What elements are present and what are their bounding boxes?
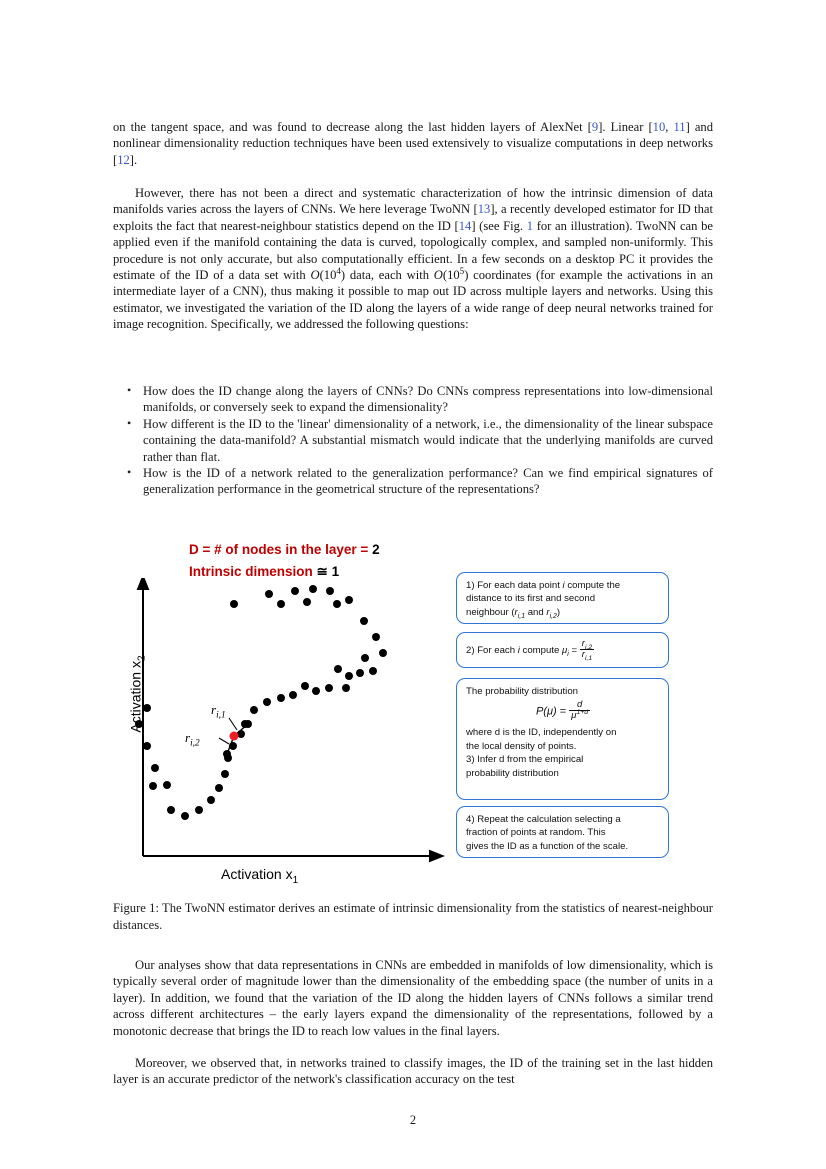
math-O-2: O	[433, 268, 443, 283]
r-i-1-label	[211, 702, 226, 721]
data-point	[379, 649, 387, 657]
question-text: How does the ID change along the layers of CNNs? Do CNNs compress representations into low-dimensional manifolds, or conversely seek to expand the dimensionality?	[143, 384, 713, 415]
c2-frac-den	[580, 649, 594, 660]
y-axis-label-sub: 2	[136, 655, 148, 662]
neighbour-point	[244, 720, 252, 728]
callout-4-line-3: gives the ID as a function of the scale.	[466, 840, 629, 852]
data-point	[325, 684, 333, 692]
c1-e: )	[556, 606, 561, 618]
callout-4-line-2: fraction of points at random. This	[466, 827, 606, 839]
r1-leader	[229, 718, 237, 730]
figure-ref-1[interactable]: 1	[526, 218, 534, 233]
data-point	[291, 587, 299, 595]
citation-11[interactable]: 11	[673, 120, 686, 134]
data-point	[361, 654, 369, 662]
x-axis-label-sub: 1	[292, 874, 299, 886]
data-point	[221, 770, 229, 778]
c2-den-r: r	[581, 648, 585, 660]
math-O-1: O	[310, 268, 320, 283]
callout-3-line-2: where d is the ID, independently on	[466, 727, 617, 739]
r1-sub: i,1	[216, 710, 226, 721]
data-point	[229, 742, 237, 750]
c3-lhs: P(μ)	[535, 705, 557, 718]
y-axis-label	[127, 655, 148, 733]
c1-a: 1) For each data point	[466, 580, 563, 591]
figure-title-2-red: Intrinsic dimension	[189, 564, 317, 579]
data-point	[265, 590, 273, 598]
question-text: How different is the ID to the 'linear' dimensionality of a network, i.e., the dimensionality of the linear subspace containing the data-manifold? A substantial mismatch would indicate that the underlying manifolds are curved rather than flat.	[143, 416, 713, 464]
callout-3-line-1: The probability distribution	[466, 686, 578, 697]
figure-title-line-1	[189, 542, 380, 557]
c2-equals: =	[571, 644, 578, 656]
data-point	[230, 600, 238, 608]
c2-num-r: r	[581, 637, 585, 649]
callout-3-line-5: probability distribution	[466, 767, 559, 779]
paragraph-3-text: Our analyses show that data representations in CNNs are embedded in manifolds of low dimensionality, which is typically several order of magnitude lower than the dimensionality of the embedding space (the number of units in a layer). In addition, we found that the variation of the ID along the hidden layers of CNNs follows a similar trend across different architectures – the early layers expand the dimensionality of the representations, followed by a monotonic decrease that brings the ID to reach low values in the final layers.	[113, 958, 713, 1038]
c2-den-sub: i,1	[584, 654, 593, 662]
data-point	[289, 691, 297, 699]
data-point	[143, 742, 151, 750]
r2-main: r	[185, 730, 191, 745]
figure-title-1-red: D = # of nodes in the layer =	[189, 542, 373, 557]
c1-d: and	[525, 606, 547, 618]
c1-c: neighbour (	[466, 606, 515, 618]
c3-num: d	[576, 699, 583, 711]
data-point	[345, 596, 353, 604]
data-point	[163, 781, 171, 789]
c1-r2-sub: i,2	[549, 612, 557, 620]
math-close-2: )	[464, 268, 469, 283]
citation-12[interactable]: 12	[117, 152, 130, 167]
data-point	[372, 633, 380, 641]
callout-1-line-2: distance to its first and second	[466, 593, 596, 605]
math-exp-2: 5	[459, 265, 465, 276]
data-point	[334, 665, 342, 673]
math-close-1: )	[340, 268, 346, 283]
data-point	[263, 698, 271, 706]
paragraph-3	[113, 957, 713, 1039]
p2-text-d: for an illustration). TwoNN can be applied even if the manifold containing the data is curved, topologically complex, and sampled non-uniformly. This procedure is not only accurate, but also computationally efficient. In a few seconds on a desktop PC it provides the estimate of the ID of a data set with	[113, 218, 713, 283]
page-number: 2	[409, 1113, 417, 1127]
p1-text-a: on the tangent space, and was found to decrease along the last hidden layers of AlexNet [	[113, 120, 592, 134]
p2-text-e: data, each with	[345, 268, 434, 283]
paragraph-4	[113, 1055, 713, 1088]
r2-leader	[219, 738, 229, 744]
data-point	[369, 667, 377, 675]
math-exp-1: 4	[336, 265, 341, 276]
data-point	[333, 600, 341, 608]
c1-r2: r	[546, 606, 550, 618]
x-axis-label-text: Activation x	[221, 866, 293, 882]
c2-b: compute	[519, 644, 563, 656]
p1-text-d: ].	[129, 152, 138, 167]
data-point	[167, 806, 175, 814]
questions-list	[113, 383, 713, 498]
r1-main: r	[211, 702, 217, 717]
list-item	[113, 383, 713, 416]
figure-title-1-black: 2	[372, 542, 380, 557]
c2-mu-sub: i	[567, 650, 569, 658]
citation-14[interactable]: 14	[458, 218, 472, 233]
callout-step-3	[456, 678, 669, 800]
data-point	[215, 784, 223, 792]
data-point	[181, 812, 189, 820]
callout-step-1	[456, 572, 669, 624]
c2-a: 2) For each	[466, 644, 518, 656]
data-point	[342, 684, 350, 692]
list-item	[113, 465, 713, 498]
c1-r1: r	[514, 606, 518, 618]
scatter-plot	[127, 578, 453, 890]
data-point	[195, 806, 203, 814]
paragraph-2	[113, 185, 713, 333]
c1-b: compute the	[564, 580, 621, 591]
callout-step-2	[456, 632, 669, 668]
y-axis-label-text: Activation x	[127, 661, 144, 733]
data-point	[301, 682, 309, 690]
data-point	[345, 672, 353, 680]
c2-num-sub: i,2	[584, 643, 593, 651]
x-axis-label	[221, 866, 299, 886]
callout-4-line-1: 4) Repeat the calculation selecting a	[466, 814, 621, 825]
p2-text-c: ] (see Fig.	[471, 218, 527, 233]
c3-den-exp: 1+d	[576, 709, 589, 717]
figure-title-2-black: ≅ 1	[316, 564, 340, 579]
data-point	[356, 669, 364, 677]
caption-label: Figure 1:	[113, 901, 159, 915]
p1-sep: ,	[665, 120, 674, 134]
data-point	[277, 694, 285, 702]
c3-fraction	[569, 700, 590, 721]
data-point	[151, 764, 159, 772]
data-point	[312, 687, 320, 695]
math-base-2: (10	[442, 268, 460, 283]
data-point	[149, 782, 157, 790]
math-base-1: (10	[319, 268, 337, 283]
callout-2-line	[466, 637, 594, 662]
c3-den	[569, 710, 590, 721]
neighbour-point	[223, 750, 231, 758]
plot-axes	[133, 578, 453, 890]
list-item	[113, 416, 713, 465]
p2-text-f: coordinates (for example the activations in an intermediate layer of a CNN), thus making it possible to map out ID across multiple layers and networks. Using this estimator, we investigated the variation of the ID along the layers of a wide range of deep neural networks trained for image recognition. Specifically, we addressed the following questions:	[113, 268, 713, 332]
p2-text-a: However, there has not been a direct and systematic characterization of how the intrinsic dimension of data manifolds varies across the layers of CNNs. We here leverage TwoNN [	[113, 186, 713, 217]
caption-text: The TwoNN estimator derives an estimate of intrinsic dimensionality from the statistics of nearest-neighbour distances.	[113, 901, 714, 932]
callout-3-line-3: the local density of points.	[466, 740, 577, 752]
data-point	[207, 796, 215, 804]
callout-1-line-1	[466, 579, 660, 592]
c2-fraction	[580, 639, 594, 660]
c1-r1-sub: i,1	[517, 612, 526, 620]
figure-caption	[113, 900, 713, 933]
callout-step-4	[456, 806, 669, 858]
data-point	[277, 600, 285, 608]
c3-equals: =	[559, 705, 567, 718]
paragraph-1	[113, 119, 713, 168]
question-text: How is the ID of a network related to the generalization performance? Can we find empirical signatures of generalization performance in the geometrical structure of the representations?	[143, 466, 713, 497]
citation-13[interactable]: 13	[477, 202, 491, 217]
highlighted-reference-point	[230, 732, 239, 741]
c2-frac-num	[580, 639, 594, 649]
figure-1	[113, 530, 713, 890]
data-point	[309, 585, 317, 593]
p1-text-c: ] and nonlinear dimensionality reduction techniques have been used extensively to visualize computations in deep networks [	[113, 120, 714, 167]
paragraph-4-text: Moreover, we observed that, in networks trained to classify images, the ID of the training set in the last hidden layer is an accurate predictor of the network's classification accuracy on the test	[113, 1056, 713, 1087]
data-point	[360, 617, 368, 625]
citation-9[interactable]: 9	[591, 120, 599, 134]
p1-text-b: ]. Linear [	[598, 120, 653, 134]
r2-sub: i,2	[190, 738, 200, 749]
data-point	[326, 587, 334, 595]
c2-mu: μ	[562, 644, 568, 656]
callout-1-line-3	[466, 606, 660, 619]
data-point	[303, 598, 311, 606]
callout-3-line-4: 3) Infer d from the empirical	[466, 754, 584, 766]
data-point	[143, 704, 151, 712]
r-i-2-label	[185, 730, 200, 749]
p2-text-b: ], a recently developed estimator for ID that exploits the fact that nearest-neighbour statistics depend on the ID [	[113, 202, 714, 233]
citation-10[interactable]: 10	[652, 120, 666, 134]
c1-italic-i: i	[562, 580, 565, 591]
callout-3-equation	[466, 701, 660, 722]
c3-den-mu: μ	[571, 710, 577, 722]
c2-italic-i: i	[517, 644, 520, 656]
data-point	[250, 706, 258, 714]
